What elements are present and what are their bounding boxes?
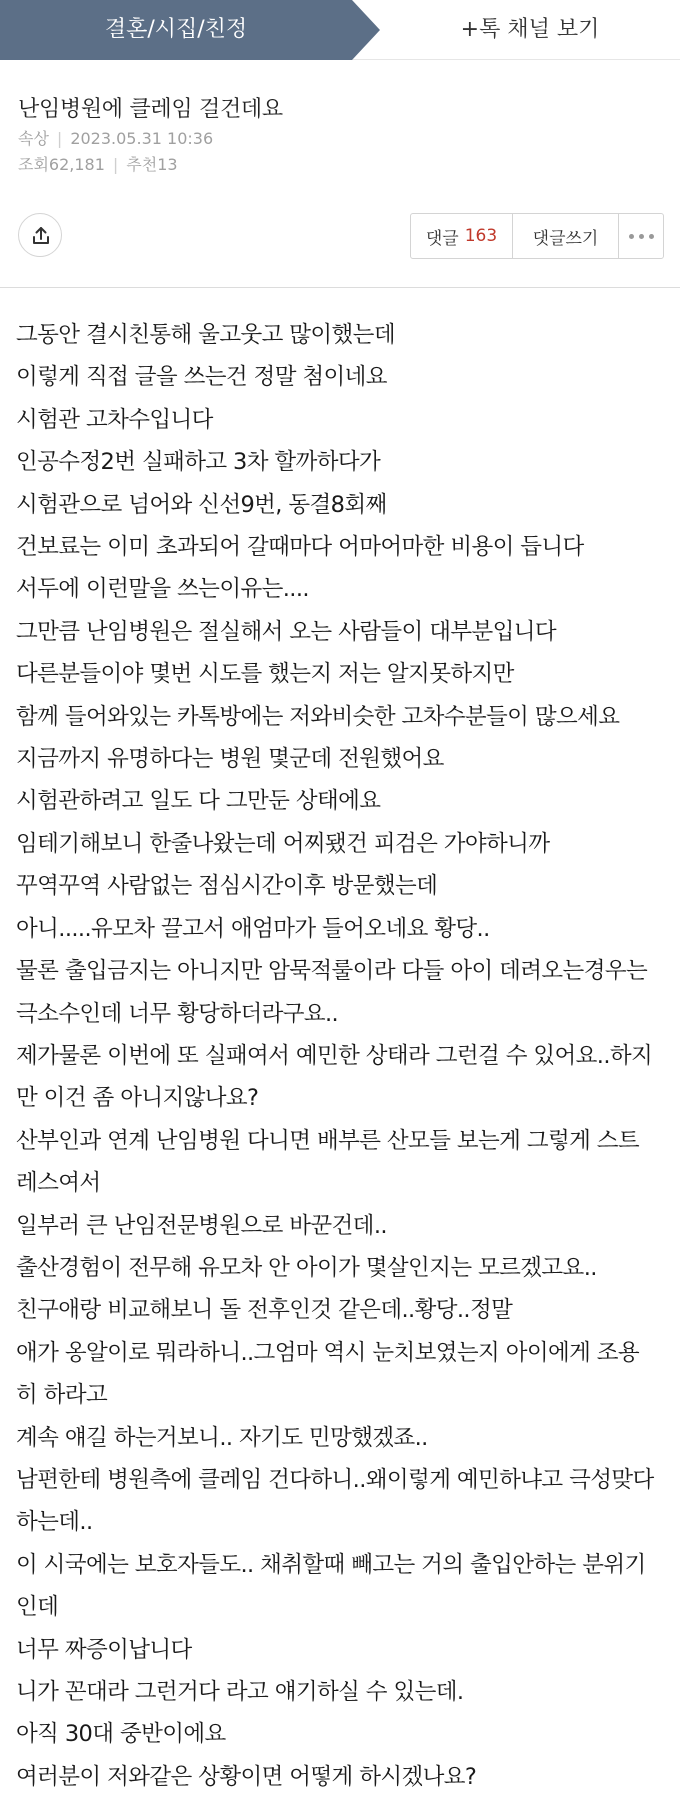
more-dots-icon: [629, 234, 654, 239]
post-stats: [18, 152, 178, 175]
write-comment-button[interactable]: 댓글쓰기: [513, 214, 619, 258]
body-line: 서두에 이런말을 쓰는이유는....: [16, 576, 309, 603]
body-line: 물론 출입금지는 아니지만 암묵적룰이라 다들 아이 데려오는경우는: [16, 958, 648, 985]
post-date: 2023.05.31 10:36: [70, 129, 214, 148]
share-button[interactable]: [18, 213, 62, 257]
body-line: 출산경험이 전무해 유모차 안 아이가 몇살인지는 모르겠고요..: [16, 1254, 597, 1281]
more-button[interactable]: [619, 214, 663, 258]
body-line: 인공수정2번 실패하고 3차 할까하다가: [16, 449, 381, 476]
category-label: 결혼/시집/친정: [104, 17, 248, 42]
body-line: 꾸역꾸역 사람없는 점심시간이후 방문했는데: [16, 873, 438, 900]
body-line: 하는데..: [16, 1509, 93, 1536]
body-line: 계속 얘길 하는거보니.. 자기도 민망했겠죠..: [16, 1424, 428, 1451]
body-line: 아니.....유모차 끌고서 애엄마가 들어오네요 황당..: [16, 915, 490, 942]
body-line: 그만큼 난임병원은 절실해서 오는 사람들이 대부분입니다: [16, 618, 557, 645]
meta-divider: |: [56, 129, 63, 148]
view-count: 조회62,181: [18, 155, 105, 174]
post-meta: [18, 126, 213, 149]
category-tab[interactable]: [0, 0, 380, 60]
meta-divider: |: [112, 155, 119, 174]
body-line: 그동안 결시친통해 울고웃고 많이했는데: [16, 322, 395, 348]
body-line: 이렇게 직접 글을 쓰는건 정말 첨이네요: [16, 364, 387, 391]
body-line: 여러분이 저와같은 상황이면 어떻게 하시겠나요?: [16, 1763, 477, 1790]
body-line: 친구애랑 비교해보니 돌 전후인것 같은데..황당..정말: [16, 1297, 513, 1324]
body-line: 시험관으로 넘어와 신선9번, 동결8회째: [16, 491, 387, 518]
body-line: 일부러 큰 난임전문병원으로 바꾼건데..: [16, 1212, 387, 1239]
body-line: 아직 30대 중반이에요: [16, 1721, 226, 1748]
body-line: 함께 들어와있는 카톡방에는 저와비슷한 고차수분들이 많으세요: [16, 703, 620, 730]
top-bar: [0, 0, 680, 60]
post-header: [0, 60, 680, 288]
comments-label: 댓글: [425, 228, 459, 249]
body-line: 다른분들이야 몇번 시도를 했는지 저는 알지못하지만: [16, 661, 514, 688]
body-line: 만 이건 좀 아니지않나요?: [16, 1085, 259, 1112]
comments-count: 163: [464, 226, 498, 246]
body-line: 남편한테 병원측에 클레임 건다하니..왜이렇게 예민하냐고 극성맞다: [16, 1466, 654, 1493]
body-line: 히 하라고: [16, 1382, 108, 1409]
post-author: 속상: [18, 129, 49, 148]
post-title: 난임병원에 클레임 걸건데요: [18, 97, 283, 122]
post-body: [16, 314, 668, 1798]
body-line: 이 시국에는 보호자들도.. 채취할때 빼고는 거의 출입안하는 분위기: [16, 1551, 646, 1578]
body-line: 레스여서: [16, 1170, 101, 1197]
body-line: 인데: [16, 1594, 59, 1621]
body-line: 지금까지 유명하다는 병원 몇군데 전원했어요: [16, 746, 444, 773]
body-line: 니가 꼰대라 그런거다 라고 얘기하실 수 있는데.: [16, 1679, 464, 1705]
body-line: 산부인과 연계 난임병원 다니면 배부른 산모들 보는게 그렇게 스트: [16, 1127, 640, 1154]
comments-button[interactable]: [411, 214, 513, 258]
body-line: 시험관하려고 일도 다 그만둔 상태에요: [16, 788, 381, 815]
body-line: 극소수인데 너무 황당하더라구요..: [16, 1000, 339, 1027]
body-line: 건보료는 이미 초과되어 갈때마다 어마어마한 비용이 듭니다: [16, 534, 584, 561]
post-actions: [410, 213, 664, 259]
body-line: 시험관 고차수입니다: [16, 406, 213, 433]
body-line: 애가 옹알이로 뭐라하니..그엄마 역시 눈치보였는지 아이에게 조용: [16, 1339, 640, 1366]
body-line: 제가물론 이번에 또 실패여서 예민한 상태라 그런걸 수 있어요..하지: [16, 1042, 653, 1069]
recommend-count: 추천13: [126, 155, 178, 174]
body-line: 너무 짜증이납니다: [16, 1636, 192, 1663]
body-line: 임테기해보니 한줄나왔는데 어찌됐건 피검은 가야하니까: [16, 830, 550, 857]
more-channels-link[interactable]: +톡 채널 보기: [460, 17, 600, 42]
share-icon: [30, 225, 52, 247]
